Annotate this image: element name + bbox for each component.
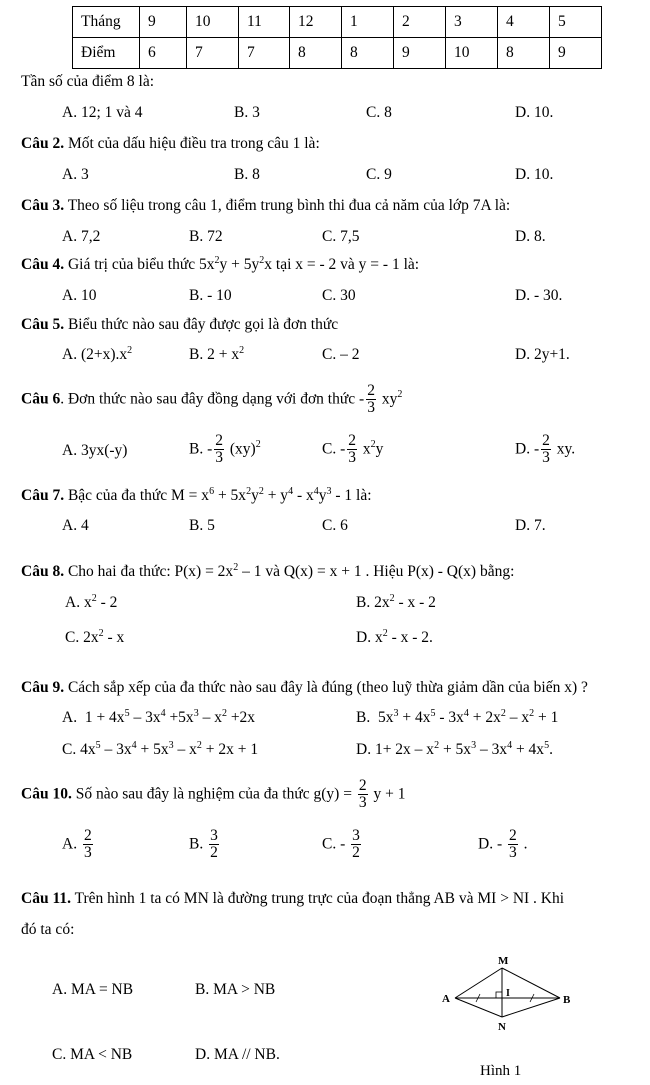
q7-option-d[interactable]: D. 7.	[515, 517, 546, 534]
fraction-num: 2	[348, 432, 356, 449]
q9-text: Cách sắp xếp của đa thức nào sau đây là đúng (theo luỹ thừa giảm dần của biến x) ?	[67, 679, 588, 696]
table-cell: 7	[187, 38, 239, 69]
q4-text-post: x tại x = - 2 và y = - 1 là:	[264, 256, 420, 273]
q10-text: Số nào sau đây là nghiệm của đa thức g(y) =	[75, 785, 352, 803]
q7-t4: + y	[263, 487, 289, 504]
q11-label: Câu 11.	[21, 890, 71, 907]
q8-option-a[interactable]: A. $x^2 - 2$	[65, 592, 118, 611]
fraction-den: 3	[508, 844, 517, 862]
q8-a-pre: A. x	[65, 594, 92, 611]
fraction-num: 2	[367, 382, 375, 399]
q7-option-a[interactable]: A. 4	[62, 517, 89, 534]
fraction-den: 2	[210, 844, 218, 862]
q10-tail: y + 1	[373, 785, 406, 803]
table-cell: Điểm	[73, 38, 140, 69]
q6-c-prefix: C. -	[322, 440, 346, 458]
q3-option-c[interactable]: C. 7,5	[322, 228, 360, 245]
q6-text: . Đơn thức nào sau đây đồng dạng với đơn thức -	[60, 390, 365, 408]
q6-option-b[interactable]: B. - $\frac{2}{3}$ (xy)$^2$	[189, 432, 261, 467]
q8-c-pre: C. 2x	[65, 629, 99, 646]
q9-question	[21, 680, 588, 696]
fraction-den: 3	[348, 449, 356, 467]
q7-t5: - x	[293, 487, 314, 504]
q9-option-d[interactable]: D. $1+ 2x - x^2 + 5x^3 - 3x^4 + 4x^5$.	[356, 739, 553, 758]
table-cell: 9	[394, 38, 446, 69]
q10-a-label: A.	[62, 835, 78, 853]
q2-option-b[interactable]: B. 8	[234, 166, 260, 183]
q9-label: Câu 9.	[21, 679, 65, 696]
table-cell: 1	[342, 7, 394, 38]
table-cell: 10	[187, 7, 239, 38]
q7-option-b[interactable]: B. 5	[189, 517, 215, 534]
label-n: N	[498, 1021, 506, 1033]
q1-option-b[interactable]: B. 3	[234, 104, 260, 121]
q10-b-fraction	[209, 828, 219, 862]
q5-label: Câu 5.	[21, 316, 65, 333]
q10-label: Câu 10.	[21, 785, 72, 803]
fraction-den: 3	[542, 449, 550, 467]
fraction-num: 2	[83, 827, 92, 844]
segment-an	[455, 998, 502, 1017]
q6-label: Câu 6	[21, 390, 61, 408]
table-cell: 3	[446, 7, 498, 38]
q6-tail: xy	[381, 390, 398, 408]
q6-c-end: y	[375, 440, 384, 458]
q10-d-fraction	[508, 828, 518, 862]
q1-option-d[interactable]: D. 10.	[515, 104, 554, 121]
segment-am	[455, 968, 502, 998]
q1-option-a[interactable]: A. 12; 1 và 4	[62, 104, 143, 121]
q6-option-c[interactable]: C. - $\frac{2}{3}$ $x^2y$	[322, 432, 384, 467]
q6-d-tail: xy.	[556, 440, 576, 458]
q6-b-fraction	[214, 433, 224, 467]
q6-c-tail: x	[362, 440, 371, 458]
q3-text: Theo số liệu trong câu 1, điểm trung bình thi đua cả năm của lớp 7A là:	[67, 197, 511, 214]
q4-question: Câu 4. Giá trị của biểu thức $5x^2y + 5y^2x$ tại x = - 2 và y = - 1 là:	[21, 254, 420, 273]
q3-label: Câu 3.	[21, 197, 65, 214]
q7-t2: + 5x	[214, 487, 247, 504]
q3-option-b[interactable]: B. 72	[189, 228, 223, 245]
q8-option-b[interactable]: B. $2x^2$ - x - 2	[356, 592, 436, 611]
table-row-month	[73, 7, 602, 38]
q2-label: Câu 2.	[21, 135, 65, 152]
right-angle-mark	[496, 992, 502, 998]
q6-question: Câu 6. Đơn thức nào sau đây đồng dạng với đơn thức - $\frac{2}{3}$ $xy^2$	[21, 382, 403, 417]
q4-option-d[interactable]: D. - 30.	[515, 287, 563, 304]
q8-b-post: - x - 2	[394, 594, 436, 611]
table-cell: 8	[342, 38, 394, 69]
q8-option-c[interactable]: C. $2x^2$ - x	[65, 627, 125, 646]
q4-option-a[interactable]: A. 10	[62, 287, 97, 304]
q10-a-fraction	[83, 828, 93, 862]
q4-option-c[interactable]: C. 30	[322, 287, 356, 304]
q8-d-pre: D. x	[356, 629, 383, 646]
q1-option-c[interactable]: C. 8	[366, 104, 392, 121]
q9-option-a[interactable]: A. $1 + 4x^5 - 3x^4 +5x^3 - x^2 +2x$	[62, 707, 256, 726]
table-cell: 8	[290, 38, 342, 69]
q8-label: Câu 8.	[21, 563, 65, 580]
q11-text: Trên hình 1 ta có MN là đường trung trực của đoạn thẳng AB và MI > NI . Khi	[74, 890, 565, 907]
q9-option-b[interactable]: B. $5x^3 + 4x^5 - 3x^4 + 2x^2 - x^2 + 1$	[356, 707, 559, 726]
q1-prompt: Tần số của điểm 8 là:	[21, 73, 154, 90]
q4-option-b[interactable]: B. - 10	[189, 287, 232, 304]
q5-option-a[interactable]: A. $(2+x).x^2$	[62, 344, 133, 363]
figure-caption: Hình 1	[480, 1063, 522, 1079]
q10-option-c[interactable]	[322, 828, 363, 862]
q8-b-pre: B. 2x	[356, 594, 390, 611]
fraction-num: 3	[352, 827, 360, 844]
q6-d-fraction	[541, 433, 551, 467]
fraction-den: 3	[215, 449, 223, 467]
q6-b-prefix: B. -	[189, 440, 213, 458]
table-cell: 2	[394, 7, 446, 38]
fraction-num: 3	[210, 827, 218, 844]
label-m: M	[498, 955, 509, 967]
q7-t6: y	[318, 487, 327, 504]
q10-d-label: D. -	[478, 835, 503, 853]
score-table	[72, 6, 602, 69]
q11-question	[21, 891, 564, 907]
q8-a-post: - 2	[96, 594, 118, 611]
q3-question	[21, 198, 510, 214]
q5-option-d[interactable]: D. 2y+1.	[515, 346, 570, 363]
q4-label: Câu 4.	[21, 256, 65, 273]
q5-option-b-text: B. 2 + x	[189, 346, 240, 363]
fraction-num: 2	[215, 432, 223, 449]
q8-option-d[interactable]: D. $x^2$ - x - 2.	[356, 627, 433, 646]
label-b: B	[563, 994, 571, 1006]
table-cell: 8	[498, 38, 550, 69]
fraction-den: 3	[83, 844, 92, 862]
q10-question	[21, 778, 405, 812]
table-cell: 12	[290, 7, 342, 38]
q10-d-end: .	[523, 835, 528, 853]
q11-option-d[interactable]: D. MA // NB.	[195, 1046, 280, 1063]
fraction-den: 3	[367, 399, 375, 417]
q10-option-d[interactable]	[478, 828, 527, 862]
q11-text-cont: đó ta có:	[21, 921, 75, 938]
q11-option-a[interactable]: A. MA = NB	[52, 981, 134, 998]
fraction-den: 3	[358, 794, 367, 812]
q11-option-c[interactable]: C. MA < NB	[52, 1046, 133, 1063]
q9-option-c[interactable]: C. $4x^5 - 3x^4 + 5x^3 - x^2 + 2x + 1$	[62, 739, 259, 758]
table-cell: 5	[550, 7, 602, 38]
q2-option-d[interactable]: D. 10.	[515, 166, 554, 183]
q7-t3: y	[251, 487, 259, 504]
q5-option-a-text: A. (2+x).x	[62, 346, 128, 363]
q8-d-post: - x - 2.	[387, 629, 433, 646]
fraction-num: 2	[542, 432, 550, 449]
table-cell: 4	[498, 7, 550, 38]
q4-text-pre: Giá trị của biểu thức 5x	[67, 256, 215, 273]
q2-option-a[interactable]: A. 3	[62, 166, 89, 183]
q2-question	[21, 136, 320, 152]
q2-text: Mốt của dấu hiệu điều tra trong câu 1 là:	[67, 135, 320, 152]
q8-question: Câu 8. Cho hai đa thức: $P(x) = 2x^2 - 1$ và Q(x) = x + 1 . Hiệu P(x) - Q(x) bằng:	[21, 561, 515, 580]
q6-b-tail: (xy)	[229, 440, 256, 458]
table-row-score	[73, 38, 602, 69]
table-cell: 9	[140, 7, 187, 38]
q8-text-post: – 1 và Q(x) = x + 1 . Hiệu P(x) - Q(x) bằng:	[238, 563, 515, 580]
q6-c-fraction	[347, 433, 357, 467]
q5-option-b[interactable]: B. $2 + x^2$	[189, 344, 245, 363]
q5-question	[21, 317, 338, 333]
q8-c-post: - x	[103, 629, 125, 646]
table-cell: 11	[239, 7, 290, 38]
q2-option-c[interactable]: C. 9	[366, 166, 392, 183]
q7-t1: Bậc của đa thức M = x	[67, 487, 210, 504]
table-cell: 6	[140, 38, 187, 69]
segment-bm	[502, 968, 560, 998]
q10-b-label: B.	[189, 835, 204, 853]
q6-fraction	[366, 383, 376, 417]
fraction-num: 2	[508, 827, 517, 844]
q7-label: Câu 7.	[21, 487, 65, 504]
q8-text-pre: Cho hai đa thức: P(x) = 2x	[67, 563, 234, 580]
table-cell: 10	[446, 38, 498, 69]
q7-question: Câu 7. Bậc của đa thức $M = x^6 + 5x^2y^2 + y^4 - x^4y^3 - 1$ là:	[21, 485, 372, 504]
q7-option-c[interactable]: C. 6	[322, 517, 348, 534]
q6-option-a[interactable]: A. 3yx(-y)	[62, 442, 128, 459]
fraction-den: 2	[352, 844, 360, 862]
q10-option-b[interactable]	[189, 828, 221, 862]
q7-t7: - 1 là:	[331, 487, 372, 504]
q3-option-a[interactable]: A. 7,2	[62, 228, 101, 245]
q6-option-d[interactable]	[515, 433, 575, 467]
label-i: I	[506, 988, 510, 999]
label-a: A	[442, 993, 450, 1005]
table-cell: 9	[550, 38, 602, 69]
q11-option-b[interactable]: B. MA > NB	[195, 981, 276, 998]
q10-c-fraction	[351, 828, 361, 862]
q10-fraction	[358, 778, 368, 812]
q10-option-a[interactable]	[62, 828, 95, 862]
q10-c-label: C. -	[322, 835, 346, 853]
table-cell: Tháng	[73, 7, 140, 38]
q3-option-d[interactable]: D. 8.	[515, 228, 546, 245]
q4-text-mid: y + 5y	[219, 256, 260, 273]
q5-option-c[interactable]: C. – 2	[322, 346, 360, 363]
q5-text: Biểu thức nào sau đây được gọi là đơn thức	[67, 316, 339, 333]
figure-1	[430, 950, 580, 1070]
q6-d-prefix: D. -	[515, 440, 540, 458]
fraction-num: 2	[358, 777, 367, 794]
table-cell: 7	[239, 38, 290, 69]
